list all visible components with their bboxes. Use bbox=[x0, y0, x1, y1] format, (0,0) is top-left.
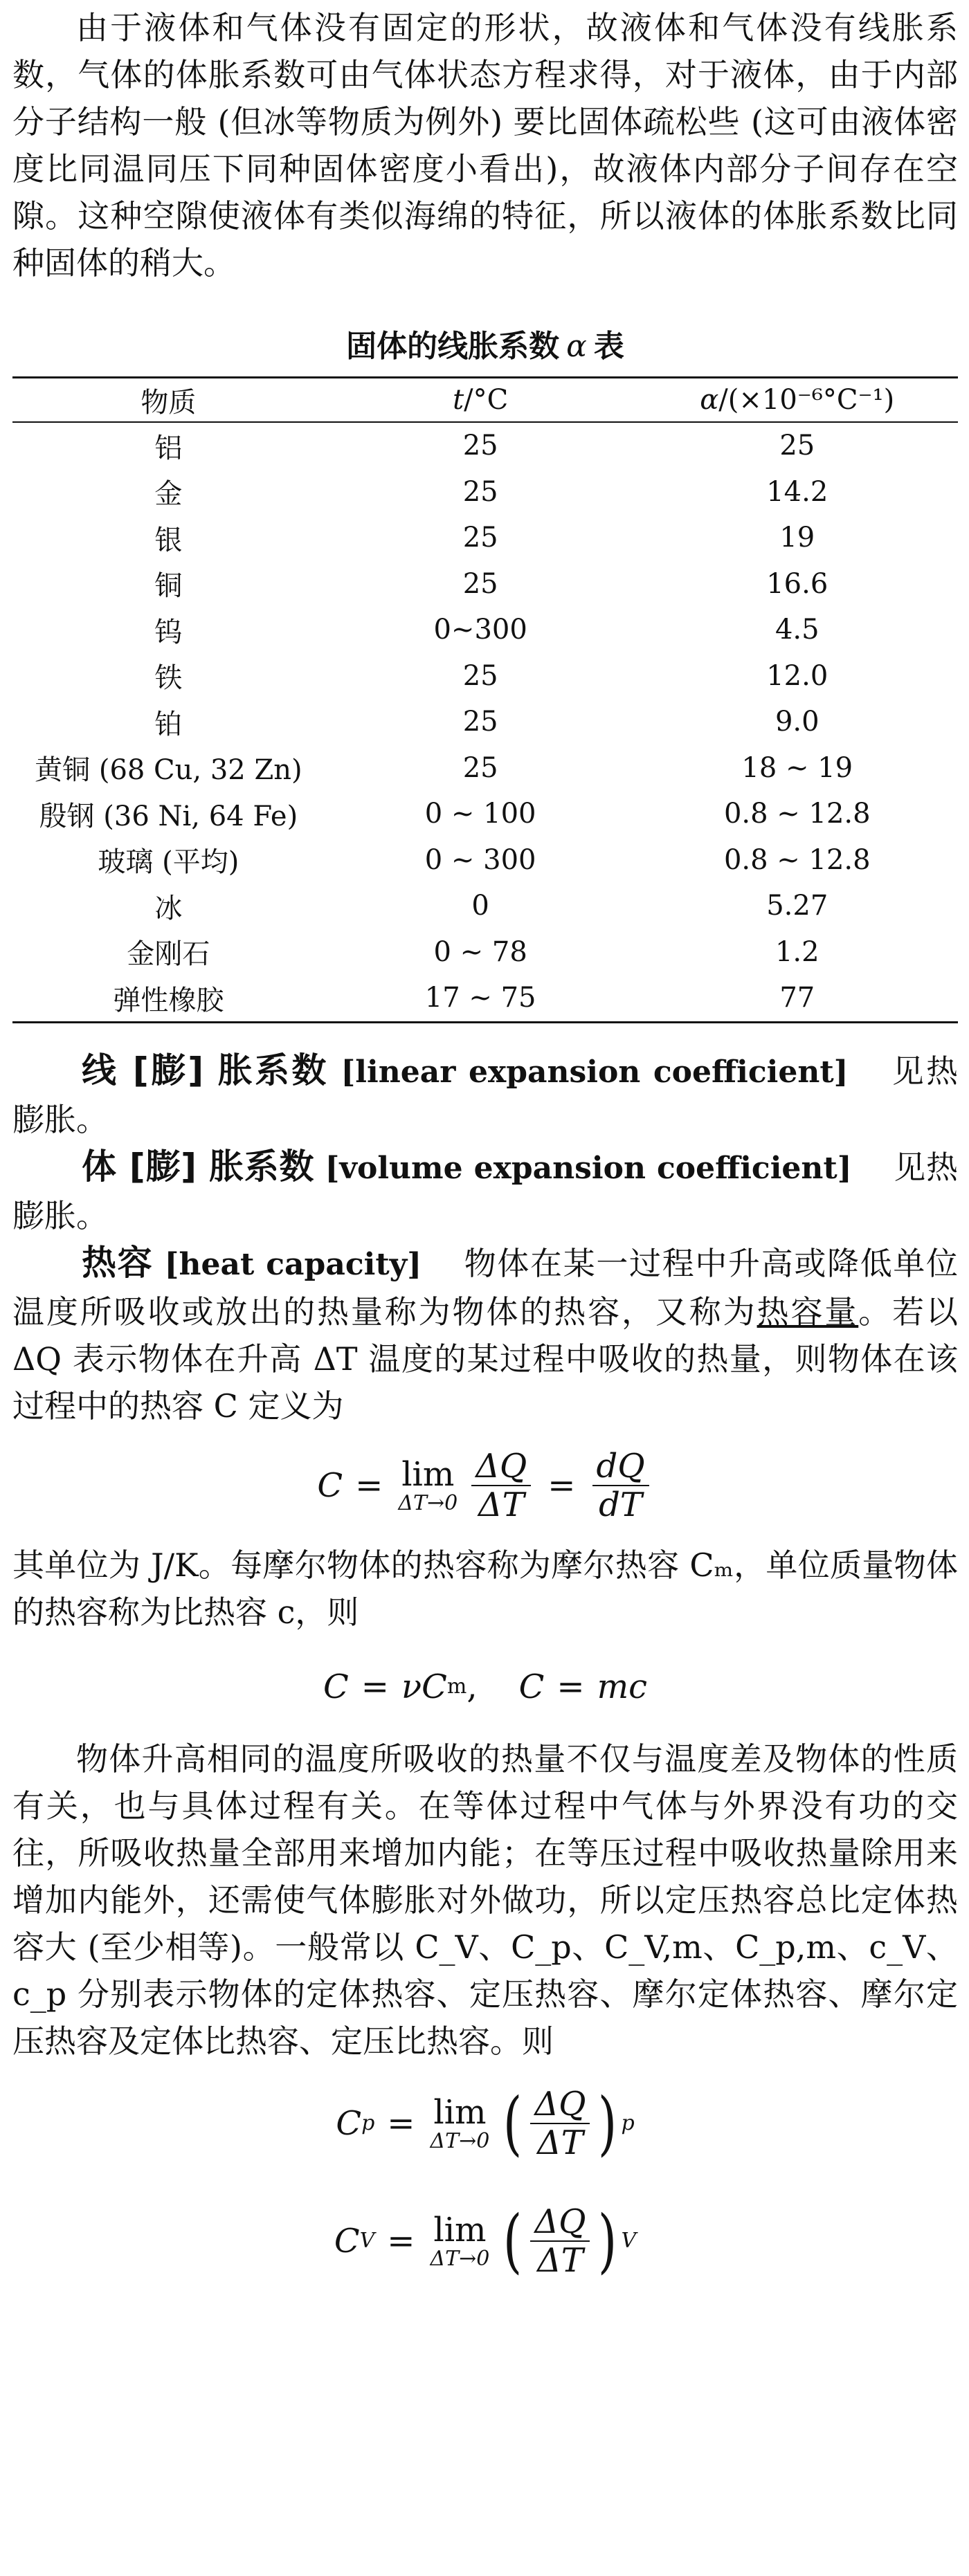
formula-fraction-delta bbox=[471, 1447, 531, 1524]
cell-substance: 玻璃 (平均) bbox=[98, 846, 239, 879]
table-title bbox=[12, 327, 958, 367]
formula-lhs-subscript: p bbox=[361, 2111, 375, 2135]
formula-lhs: C bbox=[323, 1667, 349, 1706]
cell-temp: 0 ~ 78 bbox=[433, 935, 527, 968]
fraction-numerator: ΔQ bbox=[534, 2202, 586, 2241]
fraction-numerator: dQ bbox=[596, 1446, 645, 1486]
entry-alias: 热容量 bbox=[757, 1292, 859, 1331]
table-row bbox=[12, 515, 958, 561]
entry-term: 热容 bbox=[82, 1242, 154, 1283]
cell-substance: 铂 bbox=[154, 708, 183, 740]
table-row bbox=[12, 745, 958, 792]
entry-english-term: [linear expansion coefficient] bbox=[341, 1054, 849, 1090]
cell-temp: 0 bbox=[471, 890, 489, 922]
cell-temp: 25 bbox=[462, 751, 498, 784]
table-row bbox=[12, 469, 958, 515]
cell-temp: 25 bbox=[462, 706, 498, 738]
formula-lhs-subscript: V bbox=[359, 2229, 375, 2253]
formula-lhs: C bbox=[336, 2103, 362, 2143]
formula-separator: , bbox=[467, 1667, 478, 1706]
cell-alpha: 1.2 bbox=[775, 935, 819, 968]
limit-word: lim bbox=[433, 2211, 487, 2249]
cell-substance: 金 bbox=[154, 478, 183, 511]
cell-alpha: 0.8 ~ 12.8 bbox=[723, 843, 871, 876]
header-substance: 物质 bbox=[12, 378, 325, 423]
table-row bbox=[12, 837, 958, 884]
limit-subscript: ΔT→0 bbox=[398, 1491, 458, 1515]
header-temp-symbol: t bbox=[453, 384, 464, 416]
cell-substance: 铝 bbox=[154, 432, 183, 464]
cell-substance: 银 bbox=[154, 524, 183, 556]
table-title-symbol: α bbox=[566, 329, 587, 364]
entry-volume-expansion bbox=[12, 1143, 958, 1239]
formula-rhs: νC bbox=[401, 1667, 447, 1706]
cell-temp: 0 ~ 100 bbox=[424, 798, 536, 830]
header-alpha bbox=[637, 378, 958, 423]
header-temperature bbox=[325, 378, 637, 423]
cell-temp: 25 bbox=[462, 475, 498, 508]
limit-word: lim bbox=[401, 1455, 455, 1494]
cell-temp: 25 bbox=[462, 522, 498, 554]
formula-molar-specific: C = νC m , C = mc bbox=[323, 1667, 647, 1706]
table-row bbox=[12, 975, 958, 1022]
expansion-table-block bbox=[12, 327, 958, 1023]
formula-paren-subscript: p bbox=[621, 2111, 635, 2135]
entry-term: 体 [膨] 胀系数 bbox=[82, 1146, 315, 1187]
formula-paren-subscript: V bbox=[621, 2229, 637, 2253]
table-title-suffix: 表 bbox=[593, 329, 624, 364]
formula-subscript: m bbox=[446, 1674, 467, 1699]
dictionary-entries bbox=[12, 1047, 958, 1429]
formula-equals: = bbox=[355, 1465, 383, 1505]
cell-alpha: 12.0 bbox=[766, 659, 828, 692]
entry-definition-start: 物体在某一过程中升高或降低单位温度所吸收或放出的热量称为物体的热容，又称为 bbox=[12, 1244, 959, 1331]
cell-substance: 弹性橡胶 bbox=[113, 984, 224, 1016]
formula-limit bbox=[431, 2093, 490, 2153]
fraction-numerator: ΔQ bbox=[534, 2084, 586, 2123]
formula-limit bbox=[398, 1455, 458, 1515]
intro-paragraph: 由于液体和气体没有固定的形状，故液体和气体没有线胀系数，气体的体胀系数可由气体状态方程求得，对于液体，由于内部分子结构一般 (但冰等物质为例外) 要比固体疏松些 (这可由液体密度比同温同压下同种固体密度小看出)，故液体内部分子间存在空隙。这种空隙使液体有类似海绵的特征，所以液体的体胀系数比同种固体的稍大。 bbox=[12, 9, 958, 282]
cell-alpha: 9.0 bbox=[775, 706, 819, 738]
entry-heat-capacity bbox=[12, 1239, 958, 1429]
cell-alpha: 14.2 bbox=[766, 475, 828, 508]
table-row bbox=[12, 653, 958, 700]
cell-alpha: 77 bbox=[779, 982, 815, 1014]
cell-temp: 17 ~ 75 bbox=[424, 982, 536, 1014]
entry-linear-expansion bbox=[12, 1047, 958, 1143]
formula-lhs: C bbox=[334, 2221, 360, 2260]
fraction-denominator: ΔT bbox=[478, 1485, 525, 1524]
cell-temp: 25 bbox=[462, 659, 498, 692]
table-row bbox=[12, 791, 958, 837]
table-row bbox=[12, 561, 958, 608]
cell-temp: 25 bbox=[462, 430, 498, 462]
table-row bbox=[12, 422, 958, 469]
cell-substance: 殷钢 (36 Ni, 64 Fe) bbox=[39, 800, 298, 832]
header-alpha-symbol: α bbox=[700, 384, 719, 416]
table-title-prefix: 固体的线胀系数 bbox=[346, 329, 560, 364]
formula-heat-capacity-definition bbox=[12, 1436, 958, 1535]
cell-substance: 铁 bbox=[154, 662, 183, 695]
formula-limit bbox=[431, 2211, 490, 2271]
formula-cp: C p = lim ΔT→0 ( $\frac{\Delta Q}{\Delta T}$ ) p bbox=[336, 2082, 635, 2164]
fraction-numerator: ΔQ bbox=[476, 1446, 527, 1486]
fraction-denominator: dT bbox=[599, 1485, 642, 1524]
cell-alpha: 4.5 bbox=[775, 614, 819, 646]
fraction-denominator: ΔT bbox=[537, 2240, 583, 2280]
cell-temp: 25 bbox=[462, 567, 498, 600]
entry-definition: 见热膨胀。 bbox=[12, 1052, 959, 1138]
cell-substance: 钨 bbox=[154, 616, 183, 648]
paragraph-units: 其单位为 J/K。每摩尔物体的热容称为摩尔热容 Cₘ，单位质量物体的热容称为比热容 c，则 bbox=[12, 1546, 958, 1631]
table-header-row bbox=[12, 378, 958, 423]
cell-substance: 铜 bbox=[154, 570, 183, 603]
formula-equals: = bbox=[547, 1465, 576, 1505]
formula-fraction-differential bbox=[592, 1447, 649, 1524]
header-alpha-unit: /(×10⁻⁶°C⁻¹) bbox=[718, 384, 895, 416]
header-temp-unit: /°C bbox=[464, 384, 509, 416]
cell-alpha: 5.27 bbox=[766, 890, 828, 922]
table-row bbox=[12, 699, 958, 745]
cell-temp: 0 ~ 300 bbox=[424, 843, 536, 876]
table-row bbox=[12, 607, 958, 653]
limit-subscript: ΔT→0 bbox=[430, 2129, 490, 2153]
cell-alpha: 16.6 bbox=[766, 567, 828, 600]
formula-cv: C V = lim ΔT→0 ( $\frac{\Delta Q}{\Delta T}$ ) V bbox=[334, 2200, 637, 2281]
cell-temp: 0~300 bbox=[433, 614, 527, 646]
entry-definition: 见热膨胀。 bbox=[12, 1148, 958, 1234]
table-row bbox=[12, 883, 958, 929]
expansion-coefficient-table bbox=[12, 376, 958, 1023]
entry-english-term: [heat capacity] bbox=[164, 1246, 422, 1282]
formula-lhs: C bbox=[317, 1465, 343, 1505]
cell-substance: 冰 bbox=[154, 892, 183, 924]
entry-english-term: [volume expansion coefficient] bbox=[325, 1150, 852, 1186]
table-body bbox=[12, 422, 958, 1022]
formula-fraction bbox=[530, 2203, 590, 2279]
cell-alpha: 18 ~ 19 bbox=[741, 751, 853, 784]
cell-alpha: 25 bbox=[779, 430, 815, 462]
paragraph-process: 物体升高相同的温度所吸收的热量不仅与温度差及物体的性质有关，也与具体过程有关。在等体过程中气体与外界没有功的交往，所吸收热量全部用来增加内能；在等压过程中吸收热量除用来增加内能外，还需使气体膨胀对外做功，所以定压热容总比定体热容大 (至少相等)。一般常以 C_V、C_p、C_V,m、C_p,m、c_V、c_p 分别表示物体的定体热容、定压热容、摩尔定体热容、摩尔定压热容及定体比热容、定压比热容。则 bbox=[12, 1739, 958, 2060]
limit-word: lim bbox=[433, 2093, 487, 2132]
fraction-denominator: ΔT bbox=[537, 2123, 583, 2162]
table-row bbox=[12, 929, 958, 976]
cell-substance: 金刚石 bbox=[127, 938, 210, 971]
formula-rhs: mc bbox=[597, 1667, 647, 1706]
limit-subscript: ΔT→0 bbox=[430, 2247, 490, 2271]
entry-term: 线 [膨] 胀系数 bbox=[82, 1050, 329, 1090]
cell-alpha: 19 bbox=[779, 522, 815, 554]
cell-substance: 黄铜 (68 Cu, 32 Zn) bbox=[35, 754, 302, 787]
formula-fraction bbox=[530, 2085, 590, 2162]
entry-definition-end: 。若以 ΔQ 表示物体在升高 ΔT 温度的某过程中吸收的热量，则物体在该过程中的热容 C 定义为 bbox=[12, 1292, 959, 1425]
formula-lhs: C bbox=[518, 1667, 545, 1706]
cell-alpha: 0.8 ~ 12.8 bbox=[723, 798, 871, 830]
